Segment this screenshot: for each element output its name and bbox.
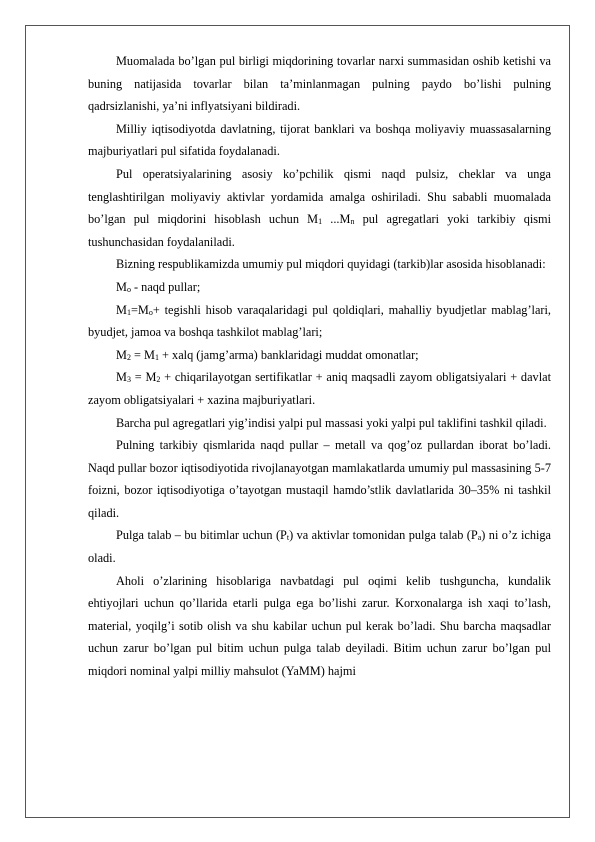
text-run: = M (130, 347, 155, 362)
paragraph (88, 344, 551, 367)
paragraph (88, 524, 551, 569)
text-run: pul agregatlari yoki tarkibiy qismi tushunchasidan foydalaniladi. (88, 212, 552, 249)
text-run: M (116, 370, 127, 385)
paragraph (88, 50, 551, 118)
text-run: Pulning tarkibiy qismlarida naqd pullar – metall va qog’oz pullardan iborat bo’ladi. Naqd pullar bozor iqtisodiyotida rivojlanayotgan mamlakatlarda umumiy pul massasining 5-7 foizni, bozor iqtisodiyotiga o’tayotgan mustaqil hamdo’stlik davlatlarida 30–35% ni tashkil qiladi. (88, 438, 551, 520)
subscript: o (126, 284, 131, 294)
text-run: ) ni o’z ichiga oladi. (88, 528, 551, 566)
text-run: - naqd pullar; (130, 279, 201, 294)
paragraph (88, 366, 551, 411)
paragraph (88, 163, 551, 253)
text-run: Pulga talab – bu bitimlar uchun (P (116, 528, 287, 543)
text-run: Barcha pul agregatlari yig’indisi yalpi pul massasi yoki yalpi pul taklifini tashkil qiladi. (116, 415, 547, 430)
paragraph (88, 253, 551, 276)
text-run: Bizning respublikamizda umumiy pul miqdori quyidagi (tarkib)lar asosida hisoblanadi: (116, 257, 546, 272)
paragraph (88, 434, 551, 524)
text-run: ) va aktivlar tomonidan pulga talab (P (289, 528, 478, 543)
paragraph (88, 118, 551, 163)
subscript: 2 (156, 375, 161, 385)
paragraph (88, 570, 551, 683)
text-run: Muomalada bo’lgan pul birligi miqdorining tovarlar narxi summasidan oshib ketishi va buning natijasida tovarlar bilan ta’minlanmagan pulning paydo bo’lishi pulning qadrsizlanishi, ya’ni inflyatsiyani bildiradi. (88, 54, 551, 114)
text-run: = M (130, 370, 157, 385)
subscript: n (350, 217, 355, 227)
text-run: ...M (322, 212, 351, 227)
text-run: M (116, 302, 127, 317)
document-body (88, 50, 551, 683)
paragraph (88, 299, 551, 344)
text-run: + xalq (jamg’arma) banklaridagi muddat omonatlar; (158, 347, 419, 362)
text-run: Aholi o’zlarining hisoblariga navbatdagi pul oqimi kelib tushguncha, kundalik ehtiyojlari uchun qo’llarida etarli pulga ega bo’lishi zarur. Korxonalarga ish xaqi to’lash, material, yoqilg’i sotib olish va shu kabilar uchun pul kerak bo’ladi. Shu barcha maqsadlar uchun zarur bo’lgan pul bitim uchun pulga talab deyiladi. Bitim uchun zarur bo’lgan pul miqdori nominal yalpi milliy mahsulot (YaMM) hajmi (88, 573, 551, 679)
subscript: 2 (126, 352, 131, 362)
subscript: t (286, 533, 290, 543)
text-run: + tegishli hisob varaqalaridagi pul qoldiqlari, mahalliy byudjetlar mablag’lari, byudjet, jamoa va boshqa tashkilot mablag’lari; (88, 302, 551, 340)
text-run: M (116, 347, 127, 362)
paragraph (88, 412, 551, 435)
text-run: Pul operatsiyalarining asosiy ko’pchilik qismi naqd pulsiz, cheklar va unga tenglashtirilgan moliyaviy aktivlar yordamida amalga oshiriladi. Shu sababli muomalada bo’lgan pul miqdorini hisoblash uchun M (88, 166, 551, 227)
text-run: =M (130, 302, 149, 317)
text-run: M (116, 279, 127, 294)
subscript: 1 (318, 217, 323, 227)
subscript: 3 (126, 375, 131, 385)
subscript: a (477, 533, 482, 543)
subscript: 1 (154, 352, 159, 362)
subscript: 1 (126, 307, 131, 317)
text-run: + chiqarilayotgan sertifikatlar + aniq maqsadli zayom obligatsiyalari + davlat zayom obligatsiyalari + xazina majburiyatlari. (88, 370, 551, 407)
paragraph (88, 276, 551, 299)
text-run: Milliy iqtisodiyotda davlatning, tijorat banklari va boshqa moliyaviy muassasalarning majburiyatlari pul sifatida foydalanadi. (88, 121, 551, 159)
subscript: o (148, 307, 153, 317)
